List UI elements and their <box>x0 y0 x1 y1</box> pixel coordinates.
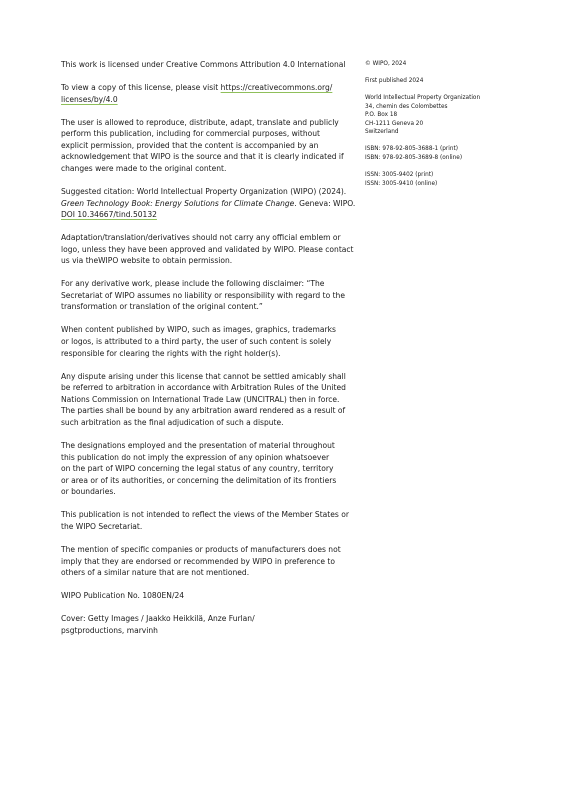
address-line: P.O. Box 18 <box>365 112 398 119</box>
reuse-paragraph: The user is allowed to reproduce, distribute, adapt, translate and publicly perform this publication, including for commercial purposes, without explicit permission, provided that the content is accompanied by an acknowledgement that WIPO is the source and that it is clearly indicated if changes were made to the original content. <box>61 117 344 173</box>
mention-paragraph: The mention of specific companies or products of manufacturers does not imply that they are endorsed or recommended by WIPO in preference to others of a similar nature that are not mentioned. <box>61 544 341 578</box>
address-line: 34, chemin des Colombettes <box>365 103 448 110</box>
license-view-paragraph <box>61 82 356 105</box>
license-statement: This work is licensed under Creative Commons Attribution 4.0 International <box>61 60 346 69</box>
third-party-paragraph: When content published by WIPO, such as images, graphics, trademarks or logos, is attributed to a third party, the user of such content is solely responsible for clearing the rights with the right holder(s). <box>61 325 336 358</box>
cover-credit: Cover: Getty Images / Jaakko Heikkilä, Anze Furlan/ psgtproductions, marvinh <box>61 614 255 635</box>
publication-info-column <box>365 60 525 196</box>
disclaimer-paragraph: For any derivative work, please include the following disclaimer: “The Secretariat of WIPO assumes no liability or responsibility with regard to the transformation or translation of the original content.” <box>61 279 345 312</box>
arbitration-paragraph: Any dispute arising under this license that cannot be settled amicably shall be referred to arbitration in accordance with Arbitration Rules of the United Nations Commission on International Trade Law (UNCITRAL) then in force. The parties shall be bound by any arbitration award rendered as a result of such arbitration as the final adjudication of such a dispute. <box>61 371 346 427</box>
issn-online: ISSN: 3005-9410 (online) <box>365 180 438 187</box>
publication-number: WIPO Publication No. 1080EN/24 <box>61 591 185 601</box>
emblem-paragraph: Adaptation/translation/derivatives should not carry any official emblem or logo, unless they have been approved and validated by WIPO. Please contact us via theWIPO website to obtain permission. <box>61 233 354 266</box>
issn-print: ISSN: 3005-9402 (print) <box>365 171 434 178</box>
address-line: CH-1211 Geneva 20 <box>365 120 424 127</box>
designations-paragraph: The designations employed and the presentation of material throughout this publication do not imply the expression of any opinion whatsoever on the part of WIPO concerning the legal status of any country, territory or area or of its authorities, or concerning the delimitation of its frontiers or boundaries. <box>61 440 337 497</box>
citation-prefix: Suggested citation: World Intellectual Property Organization (WIPO) (2024). <box>61 186 347 196</box>
citation-suffix: . Geneva: WIPO. <box>294 198 356 208</box>
license-view-prefix: To view a copy of this license, please visit <box>61 82 221 92</box>
address-line: Switzerland <box>365 129 399 136</box>
license-url-link[interactable]: https://creativecommons.org/ licenses/by/4.0 <box>61 82 333 104</box>
citation-title: Green Technology Book: Energy Solutions for Climate Change <box>61 198 295 208</box>
citation-doi-link[interactable]: DOI 10.34667/tind.50132 <box>61 210 157 220</box>
copyright-notice: © WIPO, 2024 <box>365 61 407 67</box>
issn-block <box>365 171 525 188</box>
citation-paragraph <box>61 186 356 221</box>
isbn-block <box>365 145 525 162</box>
isbn-print: ISBN: 978-92-805-3688-1 (print) <box>365 146 459 153</box>
address-line: World Intellectual Property Organization <box>365 94 481 101</box>
views-paragraph: This publication is not intended to reflect the views of the Member States or the WIPO Secretariat. <box>61 510 349 531</box>
publisher-address <box>365 94 525 137</box>
license-column <box>61 59 356 648</box>
first-published: First published 2024 <box>365 77 424 84</box>
isbn-online: ISBN: 978-92-805-3689-8 (online) <box>365 154 463 161</box>
